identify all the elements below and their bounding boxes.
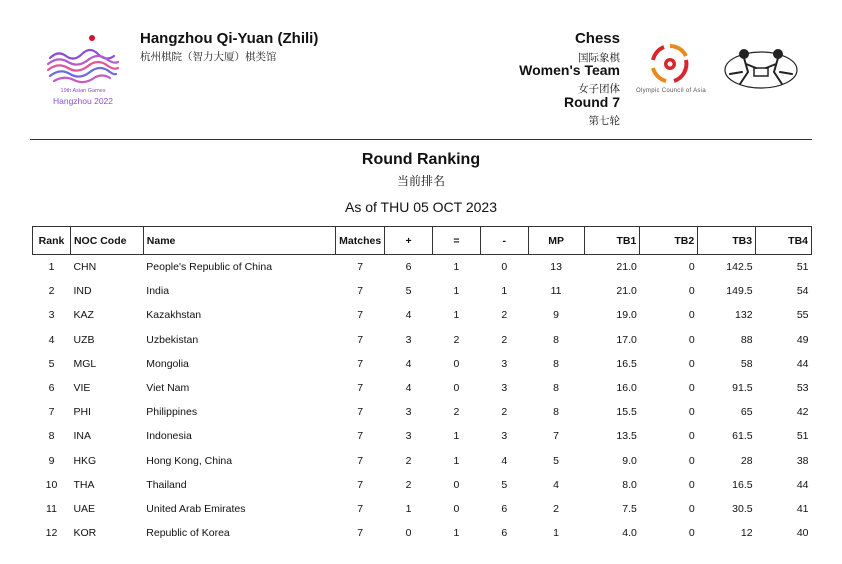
cell-tb3: 28 <box>740 454 753 467</box>
cell-rank: 12 <box>45 527 58 540</box>
cell-tb4: 51 <box>796 430 809 443</box>
table-row <box>33 473 812 497</box>
cell-tb2: 0 <box>688 527 695 540</box>
cell-matches: 7 <box>357 261 364 274</box>
cell-noc-code: CHN <box>73 261 97 274</box>
cell-name: India <box>146 285 170 298</box>
cell-losses: 5 <box>501 478 508 491</box>
col-wins: + <box>385 227 433 255</box>
cell-losses: 2 <box>501 309 508 322</box>
cell-matches: 7 <box>357 527 364 540</box>
report-title: Round Ranking <box>361 151 481 168</box>
cell-tb1: 16.5 <box>616 357 637 370</box>
cell-losses: 2 <box>501 406 508 419</box>
header-divider <box>30 139 812 140</box>
cell-tb3: 132 <box>735 309 753 322</box>
cell-mp: 2 <box>553 502 559 515</box>
table-row <box>33 376 812 400</box>
as-of-date: As of THU 05 OCT 2023 <box>345 199 497 215</box>
cell-tb3: 61.5 <box>732 430 753 443</box>
cell-rank: 8 <box>48 430 55 443</box>
cell-matches: 7 <box>357 285 364 298</box>
cell-tb2: 0 <box>688 430 695 443</box>
cell-wins: 0 <box>405 527 412 540</box>
cell-tb2: 0 <box>688 382 695 395</box>
table-row <box>33 400 812 424</box>
cell-noc-code: IND <box>73 285 92 298</box>
cell-tb3: 149.5 <box>726 285 753 298</box>
cell-tb2: 0 <box>688 333 695 346</box>
cell-tb2: 0 <box>688 285 695 298</box>
cell-draws: 1 <box>453 261 460 274</box>
venue-title-cn: 杭州棋院（智力大厦）棋类馆 <box>140 51 277 63</box>
cell-tb4: 49 <box>796 333 809 346</box>
cell-tb2: 0 <box>688 478 695 491</box>
cell-name: Philippines <box>146 406 198 419</box>
cell-wins: 4 <box>405 382 412 395</box>
cell-name: Viet Nam <box>146 382 190 395</box>
cell-noc-code: UZB <box>73 333 95 346</box>
table-row <box>33 424 812 448</box>
chess-pictogram-icon <box>722 44 800 94</box>
cell-rank: 5 <box>48 357 55 370</box>
cell-rank: 11 <box>46 502 57 515</box>
cell-rank: 3 <box>48 309 55 322</box>
cell-tb1: 15.5 <box>616 406 637 419</box>
cell-wins: 3 <box>405 406 412 419</box>
col-tb3: TB3 <box>698 227 756 255</box>
venue-title: Hangzhou Qi-Yuan (Zhili) <box>140 30 319 47</box>
cell-wins: 1 <box>405 502 412 515</box>
cell-name: Indonesia <box>146 430 192 443</box>
cell-tb2: 0 <box>688 309 695 322</box>
cell-tb4: 40 <box>796 527 809 540</box>
cell-draws: 0 <box>453 382 460 395</box>
col-mp: MP <box>528 227 584 255</box>
ranking-table <box>32 226 812 545</box>
cell-rank: 9 <box>48 454 55 467</box>
cell-tb1: 9.0 <box>622 454 637 467</box>
cell-matches: 7 <box>357 454 364 467</box>
cell-losses: 3 <box>501 382 508 395</box>
table-row <box>33 303 812 327</box>
cell-noc-code: INA <box>73 430 91 443</box>
round-title-cn: 第七轮 <box>588 115 620 127</box>
cell-rank: 1 <box>48 261 55 274</box>
cell-draws: 1 <box>453 285 460 298</box>
cell-losses: 0 <box>501 261 508 274</box>
cell-tb1: 4.0 <box>622 527 637 540</box>
cell-mp: 8 <box>553 333 559 346</box>
cell-matches: 7 <box>357 502 364 515</box>
cell-losses: 3 <box>501 357 508 370</box>
cell-draws: 1 <box>453 527 460 540</box>
cell-matches: 7 <box>357 333 364 346</box>
cell-mp: 11 <box>550 285 562 298</box>
table-row <box>33 449 812 473</box>
cell-draws: 0 <box>453 502 460 515</box>
cell-tb2: 0 <box>688 502 695 515</box>
cell-draws: 1 <box>453 430 460 443</box>
cell-tb3: 30.5 <box>732 502 753 515</box>
col-rank: Rank <box>33 227 71 255</box>
table-row <box>33 328 812 352</box>
cell-tb4: 51 <box>796 261 809 274</box>
cell-tb4: 55 <box>796 309 809 322</box>
cell-tb3: 88 <box>740 333 753 346</box>
cell-mp: 8 <box>553 382 559 395</box>
table-row <box>33 521 812 545</box>
col-losses: - <box>480 227 528 255</box>
cell-tb4: 42 <box>796 406 809 419</box>
cell-name: Republic of Korea <box>146 527 230 540</box>
cell-matches: 7 <box>357 382 364 395</box>
cell-rank: 4 <box>48 333 55 346</box>
cell-name: People's Republic of China <box>146 261 273 274</box>
cell-losses: 1 <box>501 285 508 298</box>
cell-noc-code: UAE <box>73 502 96 515</box>
cell-draws: 0 <box>453 478 460 491</box>
cell-mp: 4 <box>553 478 559 491</box>
cell-rank: 6 <box>48 382 55 395</box>
sport-title: Chess <box>574 30 620 47</box>
cell-losses: 3 <box>501 430 508 443</box>
cell-tb2: 0 <box>688 357 695 370</box>
cell-noc-code: MGL <box>73 357 97 370</box>
cell-matches: 7 <box>357 309 364 322</box>
cell-rank: 7 <box>48 406 55 419</box>
event-title: Women's Team <box>519 62 620 78</box>
sport-title-cn: 国际象棋 <box>578 52 620 64</box>
col-matches: Matches <box>336 227 385 255</box>
cell-draws: 1 <box>453 309 460 322</box>
cell-tb4: 44 <box>796 357 809 370</box>
cell-wins: 2 <box>405 454 412 467</box>
cell-tb3: 142.5 <box>726 261 753 274</box>
cell-name: Mongolia <box>146 357 189 370</box>
cell-tb4: 44 <box>796 478 809 491</box>
cell-tb4: 53 <box>796 382 809 395</box>
ranking-body <box>33 255 812 546</box>
cell-tb1: 13.5 <box>616 430 637 443</box>
cell-matches: 7 <box>357 478 364 491</box>
cell-tb4: 54 <box>796 285 809 298</box>
cell-noc-code: KOR <box>73 527 97 540</box>
cell-noc-code: THA <box>73 478 95 491</box>
cell-matches: 7 <box>357 406 364 419</box>
cell-rank: 2 <box>48 285 55 298</box>
asian-games-logo <box>40 32 126 110</box>
cell-name: United Arab Emirates <box>146 502 246 515</box>
report-title-cn: 当前排名 <box>396 174 445 188</box>
event-title-cn: 女子团体 <box>578 83 620 95</box>
oca-logo-caption: Olympic Council of Asia <box>636 88 706 94</box>
cell-wins: 5 <box>405 285 412 298</box>
cell-mp: 9 <box>553 309 559 322</box>
cell-tb4: 38 <box>796 454 809 467</box>
cell-tb4: 41 <box>796 502 809 515</box>
cell-noc-code: KAZ <box>73 309 94 322</box>
cell-name: Hong Kong, China <box>146 454 233 467</box>
cell-draws: 1 <box>453 454 460 467</box>
cell-mp: 8 <box>553 357 559 370</box>
cell-mp: 7 <box>553 430 559 443</box>
cell-name: Thailand <box>146 478 187 491</box>
table-row <box>33 255 812 280</box>
cell-rank: 10 <box>45 478 58 491</box>
cell-tb1: 17.0 <box>616 333 637 346</box>
cell-tb3: 91.5 <box>732 382 753 395</box>
round-title: Round 7 <box>564 94 620 110</box>
cell-tb1: 16.0 <box>616 382 637 395</box>
cell-tb1: 19.0 <box>616 309 637 322</box>
cell-losses: 4 <box>501 454 508 467</box>
col-name: Name <box>143 227 335 255</box>
cell-noc-code: PHI <box>73 406 91 419</box>
cell-tb3: 58 <box>740 357 753 370</box>
cell-draws: 2 <box>453 333 460 346</box>
cell-mp: 1 <box>553 527 559 540</box>
table-row <box>33 497 812 521</box>
cell-losses: 2 <box>501 333 508 346</box>
cell-name: Kazakhstan <box>146 309 202 322</box>
cell-matches: 7 <box>357 430 364 443</box>
cell-wins: 4 <box>405 357 412 370</box>
cell-wins: 3 <box>405 333 412 346</box>
oca-logo <box>626 42 716 100</box>
cell-wins: 3 <box>405 430 412 443</box>
cell-losses: 6 <box>501 502 508 515</box>
cell-wins: 6 <box>405 261 412 274</box>
cell-draws: 0 <box>453 357 460 370</box>
cell-noc-code: HKG <box>73 454 97 467</box>
cell-tb1: 7.5 <box>622 502 637 515</box>
cell-tb1: 21.0 <box>616 261 637 274</box>
cell-tb3: 16.5 <box>732 478 753 491</box>
cell-tb2: 0 <box>688 454 695 467</box>
col-tb4: TB4 <box>756 227 812 255</box>
cell-mp: 8 <box>553 406 559 419</box>
cell-draws: 2 <box>453 406 460 419</box>
cell-tb3: 12 <box>740 527 753 540</box>
cell-noc-code: VIE <box>73 382 91 395</box>
col-tb1: TB1 <box>584 227 640 255</box>
cell-mp: 5 <box>553 454 559 467</box>
cell-matches: 7 <box>357 357 364 370</box>
cell-tb2: 0 <box>688 261 695 274</box>
cell-tb1: 21.0 <box>616 285 637 298</box>
table-row <box>33 352 812 376</box>
cell-losses: 6 <box>501 527 508 540</box>
col-noc-code: NOC Code <box>70 227 143 255</box>
table-header-row <box>33 227 812 255</box>
cell-name: Uzbekistan <box>146 333 199 346</box>
cell-tb3: 65 <box>740 406 753 419</box>
table-row <box>33 279 812 303</box>
cell-wins: 4 <box>405 309 412 322</box>
cell-tb1: 8.0 <box>622 478 637 491</box>
logo-hangzhou-2022: Hangzhou 2022 <box>52 96 114 106</box>
cell-wins: 2 <box>405 478 412 491</box>
col-tb2: TB2 <box>640 227 698 255</box>
logo-caption: 19th Asian Games <box>60 88 106 94</box>
cell-tb2: 0 <box>688 406 695 419</box>
col-draws: = <box>433 227 481 255</box>
cell-mp: 13 <box>550 261 562 274</box>
